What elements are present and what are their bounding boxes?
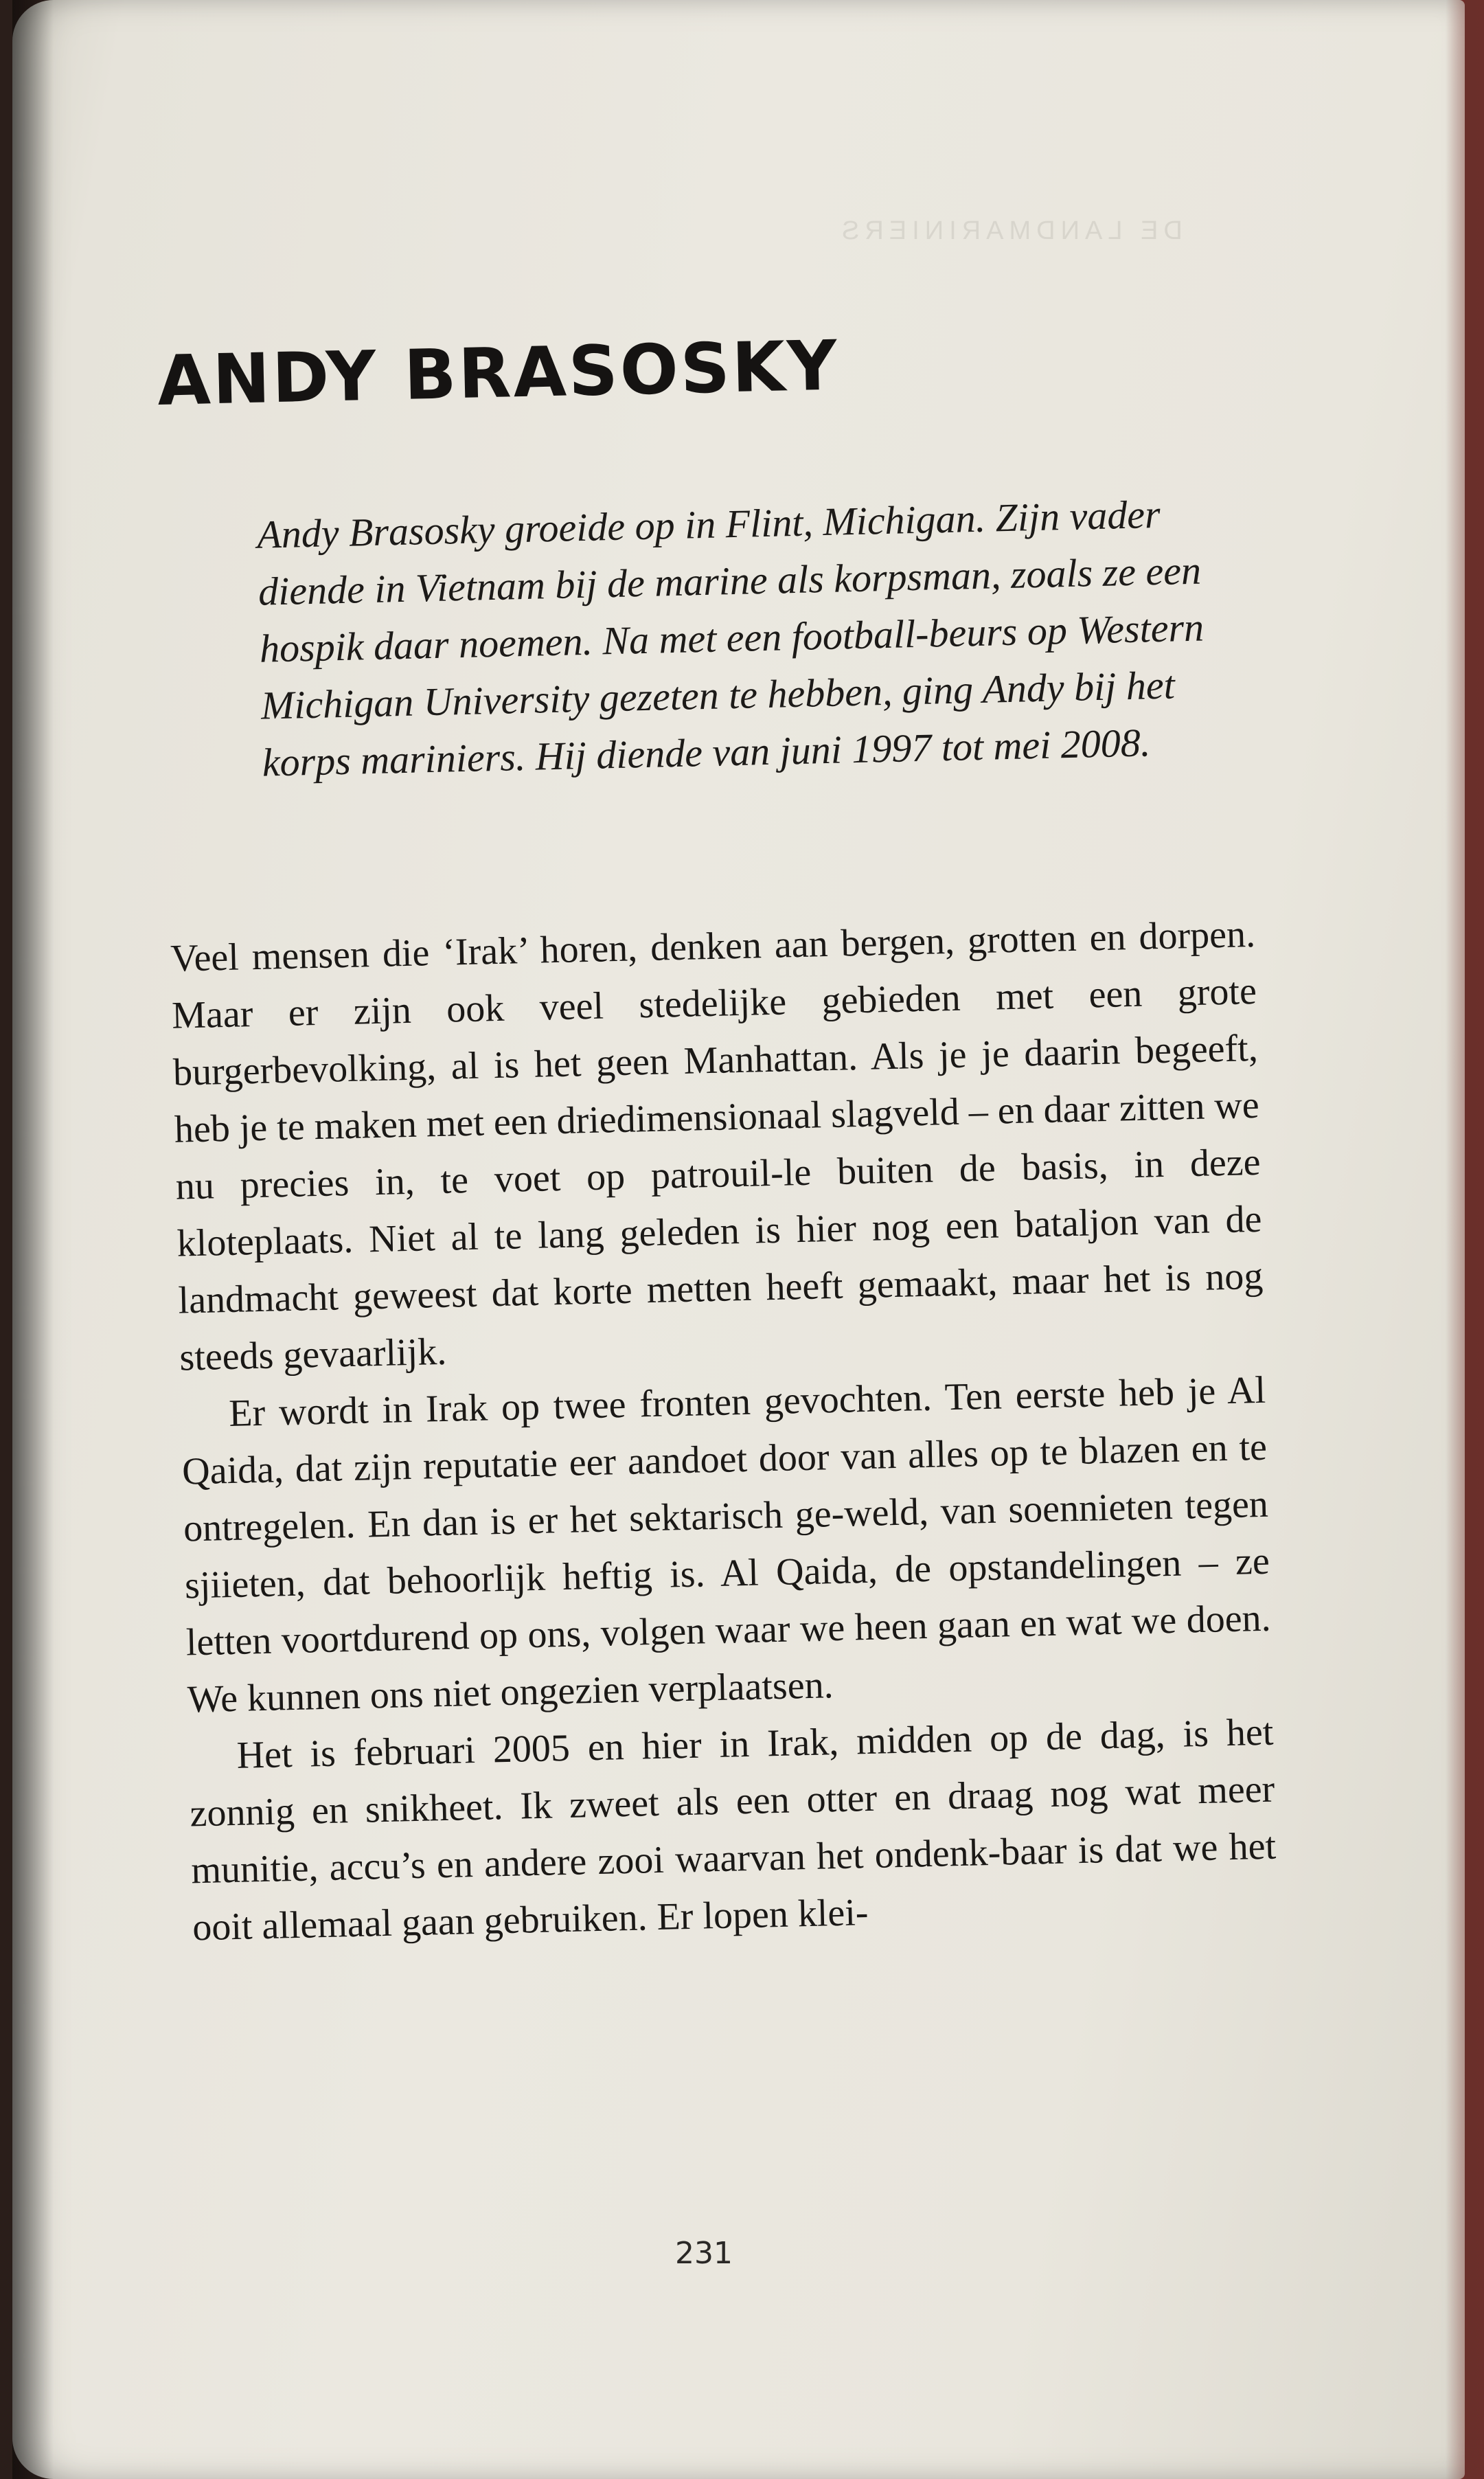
- page-content: [157, 319, 1278, 1956]
- book-page: [12, 0, 1465, 2479]
- running-header-bleedthrough: DE LANDMARINIERS: [836, 216, 1183, 245]
- body-text: [170, 906, 1277, 1956]
- paragraph: Het is februari 2005 en hier in Irak, midden op de dag, is het zonnig en snikheet. Ik zweet als een otter en draag nog wat meer munitie, accu’s en andere zooi waarvan het ondenk-baar is dat we het ooit allemaal gaan gebruiken. Er lopen klei-: [189, 1710, 1277, 1949]
- chapter-intro: Andy Brasosky groeide op in Flint, Michigan. Zijn vader diende in Vietnam bij de marine als korpsman, zoals ze een hospik daar noemen. Na met een football-beurs op Western Michigan University gezeten te hebben, ging Andy bij het korps mariniers. Hij diende van juni 1997 tot mei 2008.: [256, 491, 1205, 785]
- page-edge: [1446, 0, 1465, 2479]
- chapter-title: ANDY BRASOSKY: [156, 325, 840, 421]
- page-number: 231: [675, 2236, 733, 2271]
- paragraph: Er wordt in Irak op twee fronten gevochten. Ten eerste heb je Al Qaida, dat zijn reputatie eer aandoet door van alles op te blazen en te ontregelen. En dan is er het sektarisch ge-weld, van soennieten tegen sjiieten, dat behoorlijk heftig is. Al Qaida, de opstandelingen – ze letten voortdurend op ons, volgen waar we heen gaan en wat we doen. We kunnen ons niet ongezien verplaatsen.: [181, 1368, 1272, 1721]
- paragraph: Veel mensen die ‘Irak’ horen, denken aan bergen, grotten en dorpen. Maar er zijn ook veel stedelijke gebieden met een grote burgerbevolking, al is het geen Manhattan. Als je je daarin begeeft, heb je te maken met een driedimensionaal slagveld – en daar zitten we nu precies in, te voet op patrouil-le buiten de basis, in deze kloteplaats. Niet al te lang geleden is hier nog een bataljon van de landmacht geweest dat korte metten heeft gemaakt, maar het is nog steeds gevaarlijk.: [170, 912, 1264, 1379]
- spine-shadow: [12, 0, 54, 2479]
